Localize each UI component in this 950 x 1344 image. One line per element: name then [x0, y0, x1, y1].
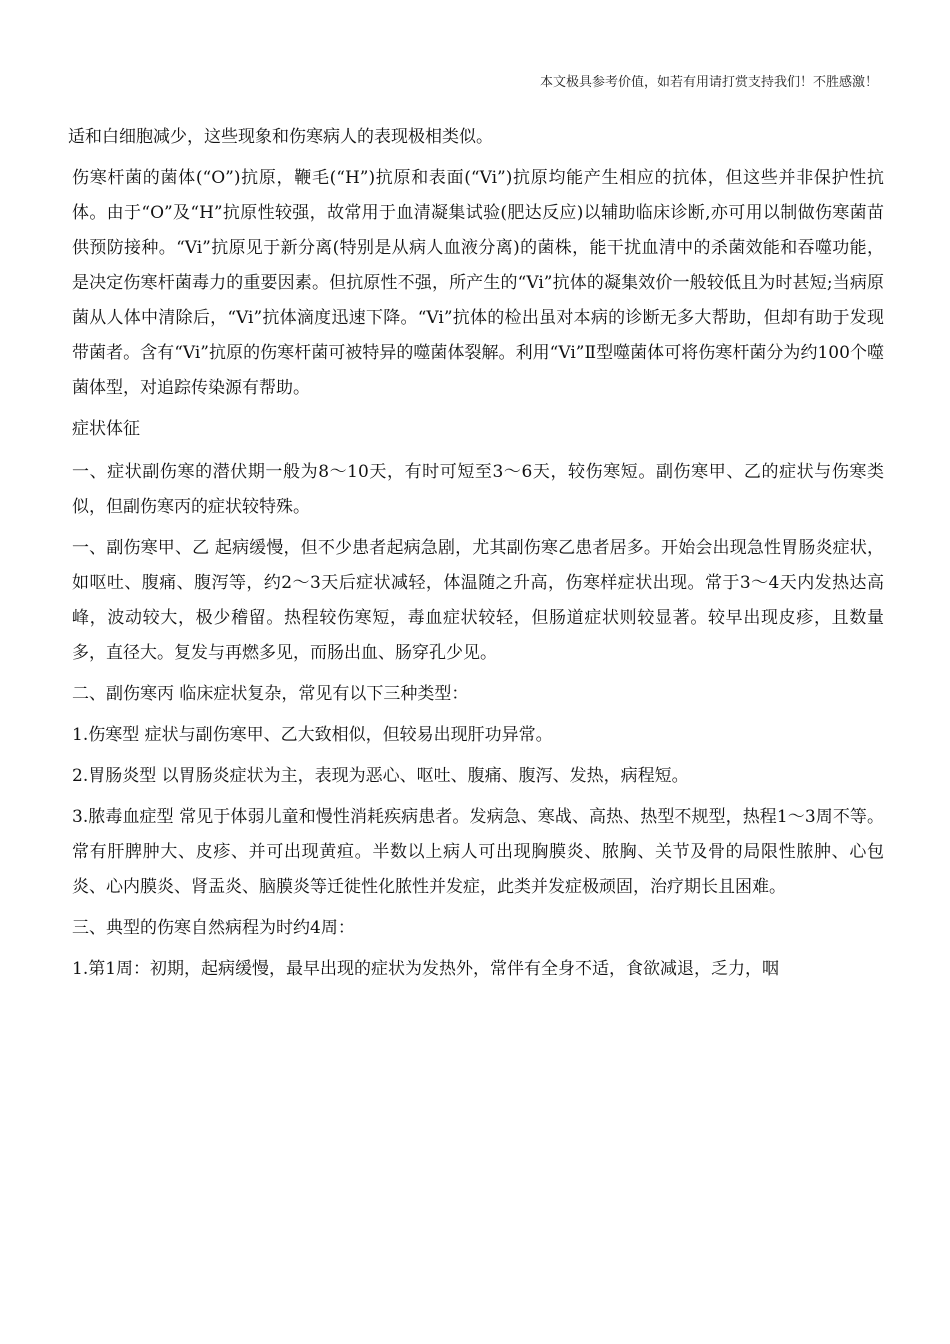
paragraph-natural-course: 三、典型的伤寒自然病程为时约4周：: [72, 918, 355, 938]
list-item-typhoid-type: 1.伤寒型 症状与副伤寒甲、乙大致相似，但较易出现肝功异常。: [72, 725, 553, 745]
header-note: 本文极具参考价值，如若有用请打赏支持我们！不胜感激！: [539, 75, 878, 90]
list-item-septicemia-type: 3.脓毒血症型 常见于体弱儿童和慢性消耗疾病患者。发病急、寒战、高热、热型不规型，热程1～3周不等。常有肝脾肿大、皮疹、并可出现黄疸。半数以上病人可出现胸膜炎、脓胸、关节及骨的局限性脓肿、心包炎、心内膜炎、肾盂炎、脑膜炎等迁徙性化脓性并发症，此类并发症极顽固，治疗期长且困难。: [72, 807, 884, 897]
section-heading-symptoms: 症状体征: [72, 419, 140, 439]
list-item-gastroenteritis-type: 2.胃肠炎型 以胃肠炎症状为主，表现为恶心、呕吐、腹痛、腹泻、发热，病程短。: [72, 766, 689, 786]
paragraph-antigens: 伤寒杆菌的菌体(“O”)抗原，鞭毛(“H”)抗原和表面(“Vi”)抗原均能产生相应的抗体，但这些并非保护性抗体。由于“O”及“H”抗原性较强，故常用于血清凝集试验(肥达反应)以辅助临床诊断,亦可用以制做伤寒菌苗供预防接种。“Vi”抗原见于新分离(特别是从病人血液分离)的菌株，能干扰血清中的杀菌效能和吞噬功能，是决定伤寒杆菌毒力的重要因素。但抗原性不强，所产生的“Vi”抗体的凝集效价一般较低且为时甚短;当病原菌从人体中清除后，“Vi”抗体滴度迅速下降。“Vi”抗体的检出虽对本病的诊断无多大帮助，但却有助于发现带菌者。含有“Vi”抗原的伤寒杆菌可被特异的噬菌体裂解。利用“Vi”Ⅱ型噬菌体可将伤寒杆菌分为约100个噬菌体型，对追踪传染源有帮助。: [72, 168, 884, 398]
paragraph-incubation: 一、症状副伤寒的潜伏期一般为8～10天，有时可短至3～6天，较伤寒短。副伤寒甲、乙的症状与伤寒类似，但副伤寒丙的症状较特殊。: [72, 462, 884, 517]
document-body: [68, 120, 884, 993]
paragraph-paratyphoid-ab: 一、副伤寒甲、乙 起病缓慢，但不少患者起病急剧，尤其副伤寒乙患者居多。开始会出现急性胃肠炎症状，如呕吐、腹痛、腹泻等，约2～3天后症状减轻，体温随之升高，伤寒样症状出现。常于3～4天内发热达高峰，波动较大，极少稽留。热程较伤寒短，毒血症状较轻，但肠道症状则较显著。较早出现皮疹，且数量多，直径大。复发与再燃多见，而肠出血、肠穿孔少见。: [72, 538, 884, 663]
paragraph-continuation: 适和白细胞减少，这些现象和伤寒病人的表现极相类似。: [68, 127, 493, 147]
paragraph-paratyphoid-c: 二、副伤寒丙 临床症状复杂，常见有以下三种类型：: [72, 684, 469, 704]
list-item-week-one: 1.第1周：初期，起病缓慢，最早出现的症状为发热外，常伴有全身不适，食欲减退，乏力，咽: [72, 959, 780, 979]
